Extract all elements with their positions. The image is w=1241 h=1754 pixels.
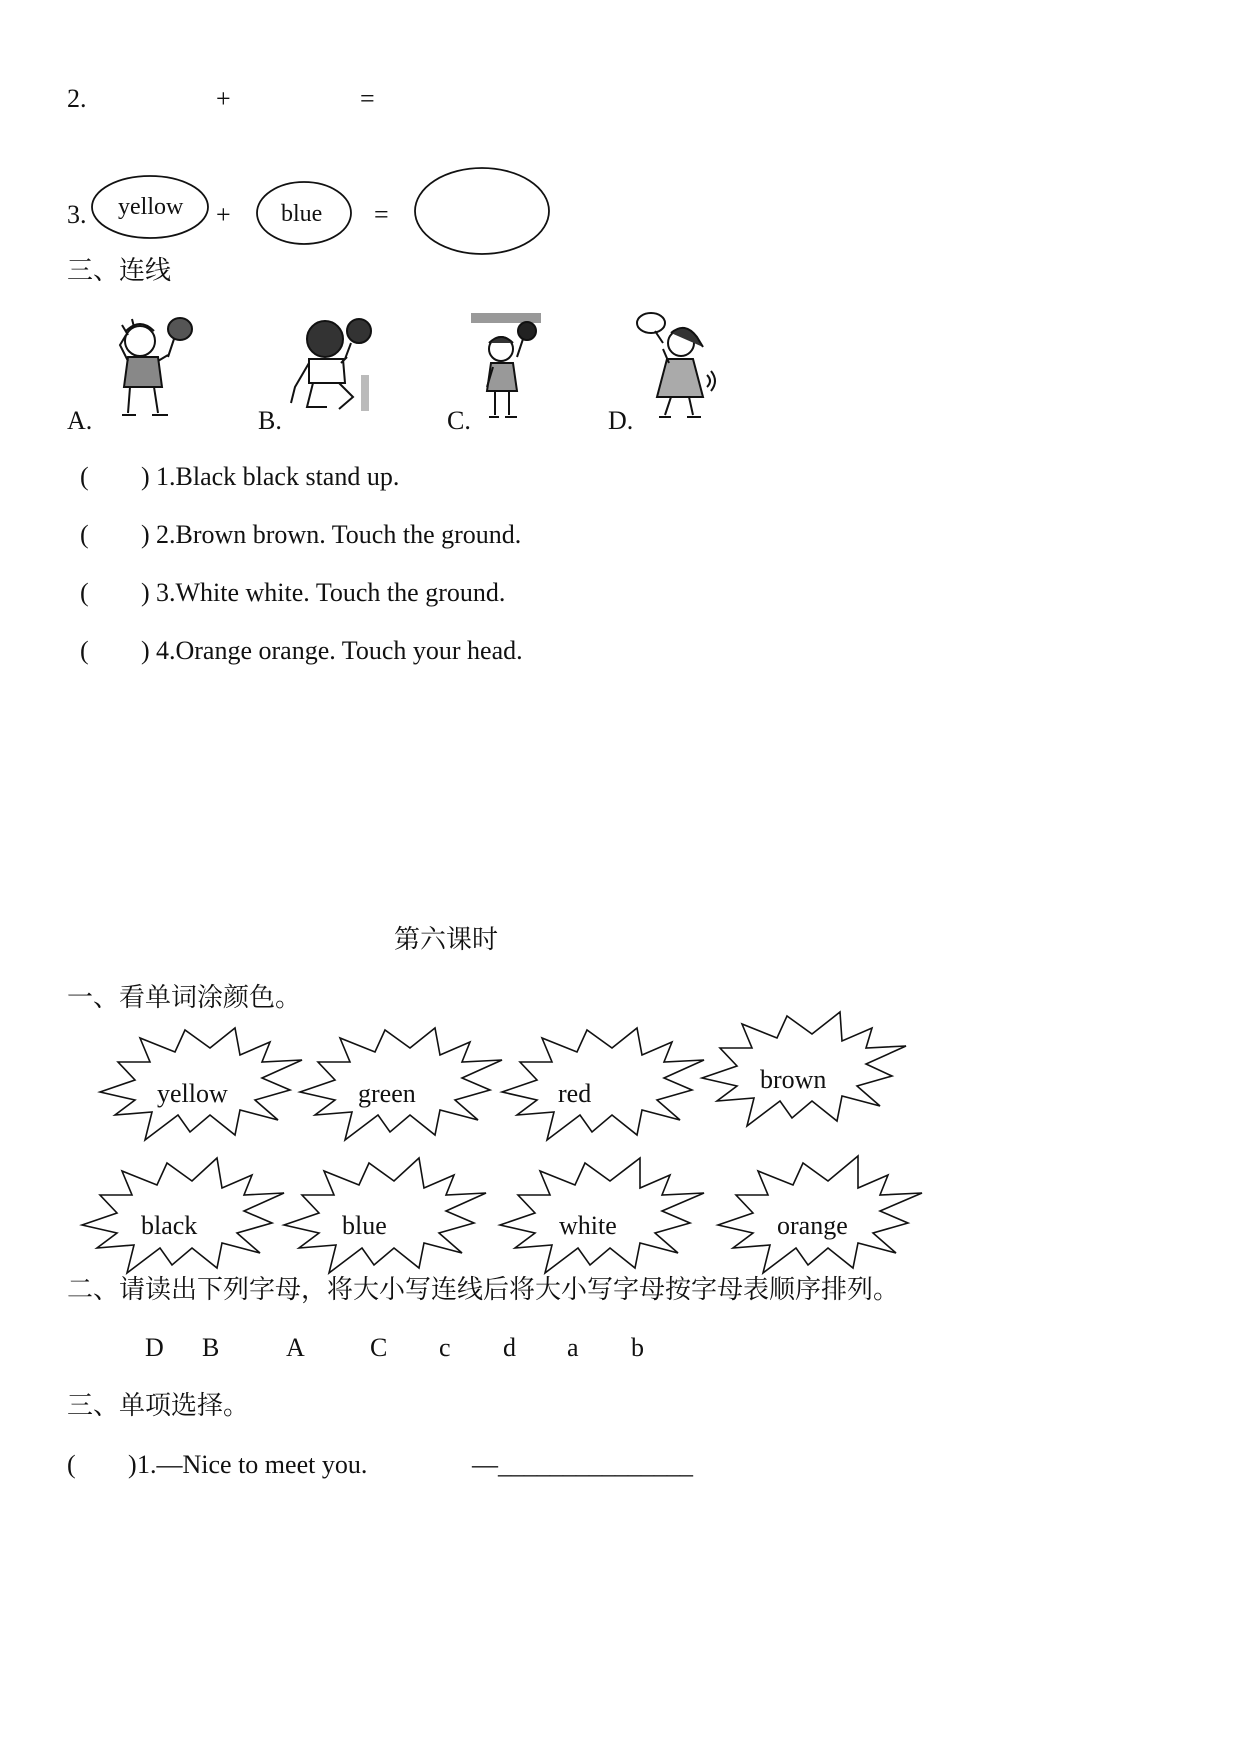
letter: a	[567, 1333, 579, 1362]
burst-word: orange	[777, 1211, 848, 1240]
burst-word: brown	[760, 1065, 827, 1094]
q2-plus: +	[216, 84, 231, 113]
match-item-text: 1.Black black stand up.	[156, 462, 400, 491]
q3-equals: =	[374, 200, 389, 229]
picture-c-label: C.	[447, 406, 471, 435]
burst-word: yellow	[157, 1079, 228, 1108]
match-item-text: 4.Orange orange. Touch your head.	[156, 636, 523, 665]
letter: A	[286, 1333, 305, 1362]
q2-equals: =	[360, 84, 375, 113]
lesson-title: 第六课时	[394, 925, 499, 955]
answer-paren-close: )	[141, 578, 150, 607]
answer-blank[interactable]: _______________	[498, 1450, 693, 1479]
q3-right-word: blue	[281, 201, 323, 227]
picture-a-label: A.	[67, 406, 93, 435]
q3-left-word: yellow	[118, 194, 184, 220]
match-item-text: 2.Brown brown. Touch the ground.	[156, 520, 522, 549]
q3-number: 3.	[67, 200, 87, 229]
answer-paren-open: (	[67, 1450, 76, 1479]
answer-paren-close: )	[128, 1450, 137, 1479]
letter: C	[370, 1333, 388, 1362]
answer-paren-close: )	[141, 520, 150, 549]
letter: D	[145, 1333, 164, 1362]
answer-paren-open: (	[80, 520, 89, 549]
burst-word: green	[358, 1079, 416, 1108]
section3-choice-title: 三、单项选择。	[67, 1391, 250, 1421]
letter: B	[202, 1333, 220, 1362]
answer-paren-open: (	[80, 462, 89, 491]
burst-word: blue	[342, 1211, 387, 1240]
picture-d-label: D.	[608, 406, 634, 435]
letter: c	[439, 1333, 451, 1362]
letter: b	[631, 1333, 644, 1362]
letter: d	[503, 1333, 516, 1362]
burst-shape	[502, 1028, 704, 1140]
answer-paren-close: )	[141, 462, 150, 491]
burst-word: red	[558, 1079, 592, 1108]
q3-plus: +	[216, 200, 231, 229]
match-item-text: 3.White white. Touch the ground.	[156, 578, 506, 607]
q2-number: 2.	[67, 84, 87, 113]
answer-paren-open: (	[80, 578, 89, 607]
section3-title: 三、连线	[67, 256, 172, 286]
question-text: 1.—Nice to meet you.	[137, 1450, 368, 1479]
picture-b-label: B.	[258, 406, 282, 435]
burst-word: white	[559, 1211, 617, 1240]
burst-word: black	[141, 1211, 198, 1240]
answer-dash: —	[472, 1450, 498, 1479]
answer-paren-close: )	[141, 636, 150, 665]
section2-title: 二、请读出下列字母，将大小写连线后将大小写字母按字母表顺序排列。	[67, 1275, 900, 1305]
section1-title: 一、看单词涂颜色。	[67, 983, 302, 1013]
answer-paren-open: (	[80, 636, 89, 665]
